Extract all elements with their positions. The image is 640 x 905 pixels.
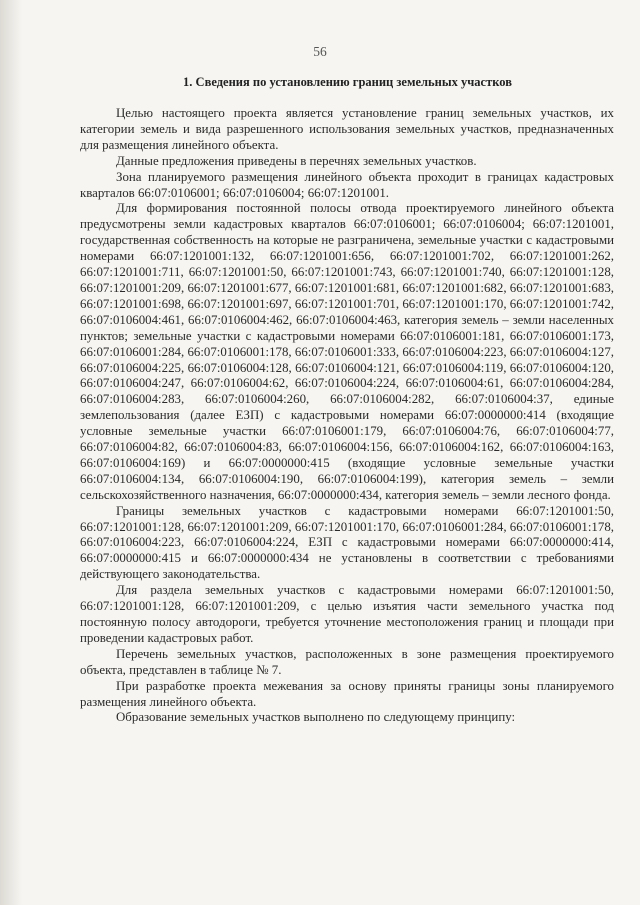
paragraph: При разработке проекта межевания за основу приняты границы зоны планируемого размещения линейного объекта.: [80, 678, 614, 709]
document-body: [80, 106, 614, 726]
paragraph: Целью настоящего проекта является установление границ земельных участков, их категории земель и вида разрешенного использования земельных участков, предназначенных для размещения линейного объекта.: [80, 106, 614, 152]
section-title: 1. Сведения по установлению границ земельных участков: [183, 75, 512, 89]
paragraph: Для раздела земельных участков с кадастровыми номерами 66:07:1201001:50, 66:07:1201001:128, 66:07:1201001:209, с целью изъятия части земельного участка под постоянную полосу автодороги, требуется уточнение местоположения границ и площади при проведении кадастровых работ.: [80, 583, 614, 645]
paragraph: Для формирования постоянной полосы отвода проектируемого линейного объекта предусмотрены земли кадастровых кварталов 66:07:0106001; 66:07:0106004; 66:07:1201001, государственная собственность на которые не разграничена, земельные участки с кадастровыми номерами 66:07:1201001:132, 66:07:1201001:656, 66:07:1201001:702, 66:07:1201001:262, 66:07:1201001:711, 66:07:1201001:50, 66:07:1201001:743, 66:07:1201001:740, 66:07:1201001:128, 66:07:1201001:209, 66:07:1201001:677, 66:07:1201001:681, 66:07:1201001:682, 66:07:1201001:683, 66:07:1201001:698, 66:07:1201001:697, 66:07:1201001:701, 66:07:1201001:170, 66:07:1201001:742, 66:07:0106004:461, 66:07:0106004:462, 66:07:0106004:463, категория земель – земли населенных пунктов; земельные участки с кадастровыми номерами 66:07:0106001:181, 66:07:0106001:173, 66:07:0106001:284, 66:07:0106001:178, 66:07:0106001:333, 66:07:0106004:223, 66:07:0106004:127, 66:07:0106004:225, 66:07:0106004:128, 66:07:0106004:121, 66:07:0106004:119, 66:07:0106004:120, 66:07:0106004:247, 66:07:0106004:62, 66:07:0106004:224, 66:07:0106004:61, 66:07:0106004:284, 66:07:0106004:283, 66:07:0106004:260, 66:07:0106004:282, 66:07:0106004:37, единые землепользования (далее ЕЗП) с кадастровыми номерами 66:07:0000000:414 (входящие условные земельные участки 66:07:0106001:179, 66:07:0106004:76, 66:07:0106004:77, 66:07:0106004:82, 66:07:0106004:83, 66:07:0106004:156, 66:07:0106004:162, 66:07:0106004:163, 66:07:0106004:169) и 66:07:0000000:415 (входящие условные земельные участки 66:07:0106004:134, 66:07:0106004:190, 66:07:0106004:199), категория земель – земли сельскохозяйственного назначения, 66:07:0000000:434, категория земель – земли лесного фонда.: [80, 201, 614, 502]
paragraph: Образование земельных участков выполнено по следующему принципу:: [116, 710, 516, 725]
paragraph: Данные предложения приведены в перечнях земельных участков.: [116, 153, 477, 168]
paragraph: Зона планируемого размещения линейного объекта проходит в границах кадастровых кварталов 66:07:0106001; 66:07:0106004; 66:07:1201001.: [80, 169, 614, 200]
paragraph: Границы земельных участков с кадастровыми номерами 66:07:1201001:50, 66:07:1201001:128, 66:07:1201001:209, 66:07:1201001:170, 66:07:0106001:284, 66:07:0106001:178, 66:07:0106004:223, 66:07:0106004:224, ЕЗП с кадастровыми номерами 66:07:0000000:414, 66:07:0000000:415 и 66:07:0000000:434 не установлены в соответствии с требованиями действующего законодательства.: [80, 503, 614, 582]
paragraph: Перечень земельных участков, расположенных в зоне размещения проектируемого объекта, представлен в таблице № 7.: [80, 646, 614, 677]
page-number: 56: [313, 44, 327, 59]
